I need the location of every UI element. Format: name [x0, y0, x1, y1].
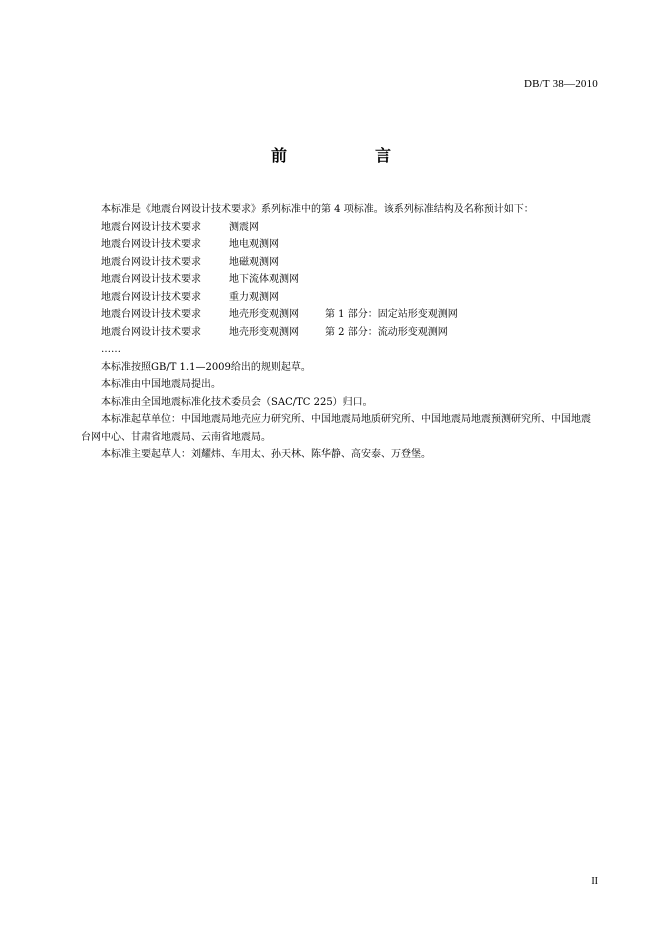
series-item-part: 第 2 部分：流动形变观测网 [325, 326, 448, 338]
page-number: II [591, 876, 598, 887]
series-item [81, 289, 598, 307]
series-item-subject: 地壳形变观测网 [229, 326, 299, 338]
series-item-name: 地震台网设计技术要求 [101, 256, 201, 268]
drafting-units-paragraph: 本标准起草单位：中国地震局地壳应力研究所、中国地震局地质研究所、中国地震局地震预测研究所、中国地震台网中心、甘肃省地震局、云南省地震局。 [81, 414, 591, 443]
series-item-subject: 地壳形变观测网 [229, 309, 299, 320]
series-item-subject: 地磁观测网 [229, 256, 279, 268]
foreword-body [81, 201, 598, 464]
series-item-subject: 地下流体观测网 [229, 274, 299, 285]
series-item-name: 地震台网设计技术要求 [101, 274, 201, 285]
series-item-name: 地震台网设计技术要求 [101, 239, 201, 250]
series-item-name: 地震台网设计技术要求 [101, 326, 201, 338]
proposed-by-paragraph: 本标准由中国地震局提出。 [101, 379, 221, 390]
series-item [81, 254, 598, 272]
series-item-subject: 测震网 [229, 221, 259, 233]
series-item [81, 236, 598, 254]
series-item [81, 219, 598, 237]
intro-paragraph: 本标准是《地震台网设计技术要求》系列标准中的第 4 项标准。该系列标准结构及名称预计如下： [101, 204, 534, 215]
series-ellipsis: …… [101, 344, 121, 355]
drafting-rule-paragraph: 本标准按照GB/T 1.1—2009给出的规则起草。 [101, 361, 311, 373]
series-item-subject: 重力观测网 [229, 291, 279, 303]
series-item [81, 324, 598, 342]
series-item-name: 地震台网设计技术要求 [101, 291, 201, 303]
document-code: DB/T 38—2010 [523, 78, 598, 90]
series-item [81, 306, 598, 324]
series-item-part: 第 1 部分：固定站形变观测网 [325, 309, 458, 320]
series-list [81, 219, 598, 359]
series-item [81, 271, 598, 289]
series-item-name: 地震台网设计技术要求 [101, 309, 201, 320]
series-item-subject: 地电观测网 [229, 239, 279, 250]
page-title: 前 言 [270, 146, 427, 165]
series-item-name: 地震台网设计技术要求 [101, 221, 201, 233]
drafters-paragraph: 本标准主要起草人：刘耀炜、车用太、孙天林、陈华静、高安泰、万登堡。 [101, 449, 431, 460]
managed-by-paragraph: 本标准由全国地震标准化技术委员会（SAC/TC 225）归口。 [101, 396, 373, 408]
